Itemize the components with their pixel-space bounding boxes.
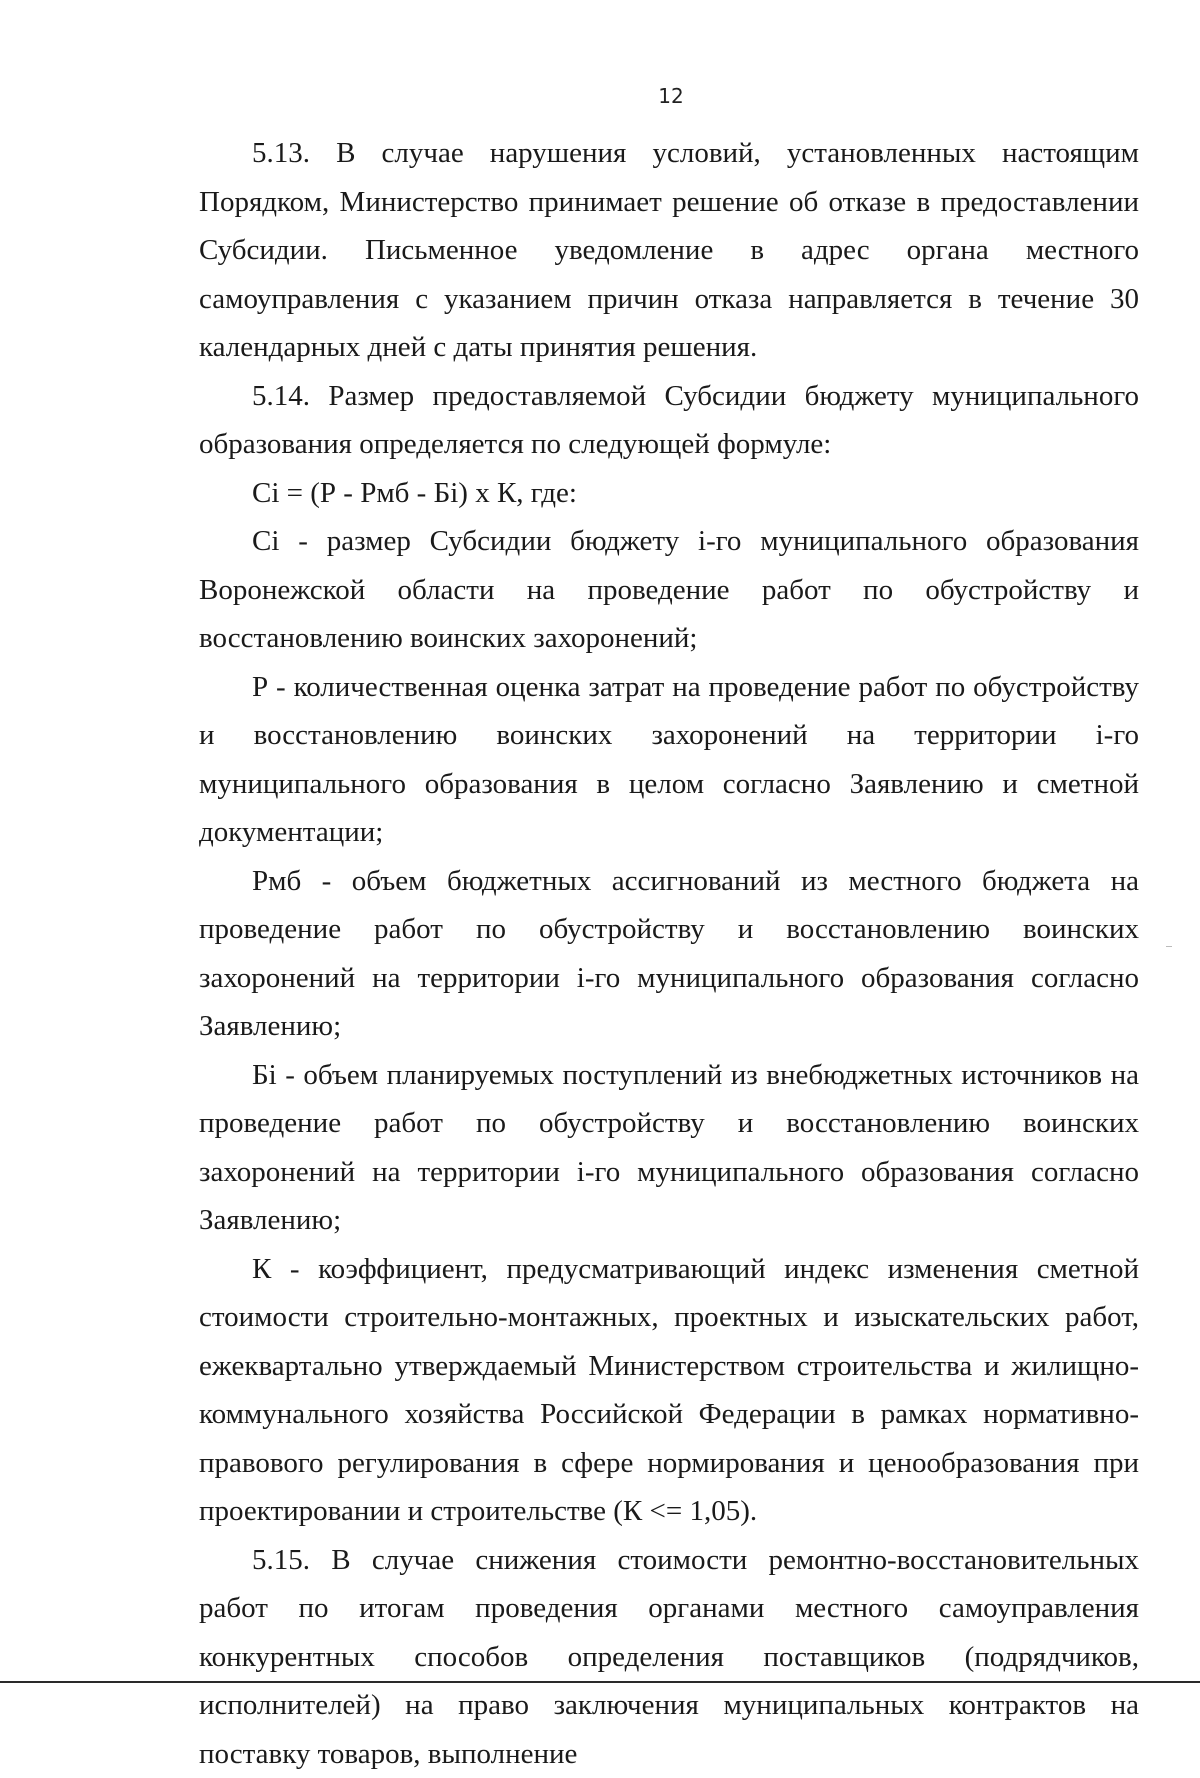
definition-k: К - коэффициент, предусматривающий индекс изменения сметной стоимости строительно-монтажных, проектных и изыскательских работ, ежеквартально утверждаемый Министерством строительства и жилищно-коммунального хозяйства Российской Федерации в рамках нормативно-правового регулирования в сфере нормирования и ценообразования при проектировании и строительстве (К <= 1,05). xyxy=(199,1245,1139,1536)
definition-bi: Бi - объем планируемых поступлений из внебюджетных источников на проведение работ по обустройству и восстановлению воинских захоронений на территории i-го муниципального образования согласно Заявлению; xyxy=(199,1051,1139,1245)
page-number: 12 xyxy=(0,84,1200,108)
document-body xyxy=(199,129,1139,1778)
scan-artifact xyxy=(1166,946,1172,947)
paragraph-5-14: 5.14. Размер предоставляемой Субсидии бюджету муниципального образования определяется по следующей формуле: xyxy=(199,372,1139,469)
paragraph-5-15: 5.15. В случае снижения стоимости ремонтно-восстановительных работ по итогам проведения органами местного самоуправления конкурентных способов определения поставщиков (подрядчиков, исполнителей) на право заключения муниципальных контрактов на поставку товаров, выполнение xyxy=(199,1536,1139,1778)
page-bottom-rule xyxy=(0,1681,1200,1683)
formula: Ci = (Р - Рмб - Бi) х К, где: xyxy=(199,469,1139,518)
paragraph-5-13: 5.13. В случае нарушения условий, установленных настоящим Порядком, Министерство принимает решение об отказе в предоставлении Субсидии. Письменное уведомление в адрес органа местного самоуправления с указанием причин отказа направляется в течение 30 календарных дней с даты принятия решения. xyxy=(199,129,1139,372)
definition-pmb: Рмб - объем бюджетных ассигнований из местного бюджета на проведение работ по обустройству и восстановлению воинских захоронений на территории i-го муниципального образования согласно Заявлению; xyxy=(199,857,1139,1051)
definition-ci: Ci - размер Субсидии бюджету i-го муниципального образования Воронежской области на проведение работ по обустройству и восстановлению воинских захоронений; xyxy=(199,517,1139,663)
definition-p: Р - количественная оценка затрат на проведение работ по обустройству и восстановлению воинских захоронений на территории i-го муниципального образования в целом согласно Заявлению и сметной документации; xyxy=(199,663,1139,857)
